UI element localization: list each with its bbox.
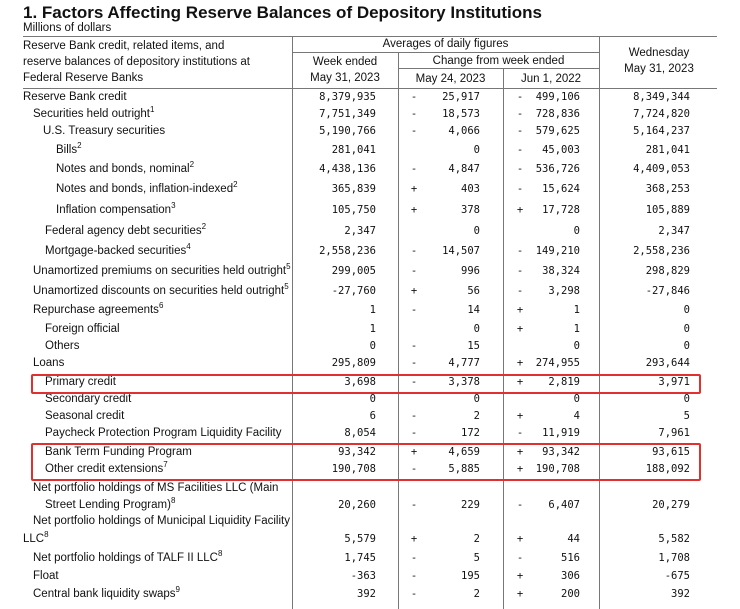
table-row <box>0 284 740 301</box>
wednesday-value: 5,582 <box>658 533 690 545</box>
change-sign-1: - <box>410 499 418 511</box>
wednesday-value: 8,349,344 <box>633 91 690 103</box>
wednesday-value: 2,347 <box>658 225 690 237</box>
change-sign-2: + <box>516 357 524 369</box>
week-ended-value: 5,190,766 <box>319 125 376 137</box>
change-value-2: 1 <box>573 323 580 335</box>
table-title: 1. Factors Affecting Reserve Balances of Depository Institutions <box>23 3 542 22</box>
change-sign-2: + <box>516 463 524 475</box>
change-value-1: 2 <box>473 410 480 422</box>
row-label: Mortgage-backed securities$^4$ <box>45 242 191 257</box>
change-sign-1: - <box>410 357 418 369</box>
change-from-header: Change from week ended <box>432 55 565 67</box>
change-value-1: 172 <box>461 427 480 439</box>
footnote-ref: 8 <box>44 530 49 539</box>
change-sign-1: + <box>410 533 418 545</box>
wednesday-header: Wednesday May 31, 2023 <box>624 47 694 75</box>
table-row <box>0 182 740 199</box>
change-sign-1: + <box>410 204 418 216</box>
wednesday-value: 20,279 <box>652 499 690 511</box>
row-label: Net portfolio holdings of TALF II LLC$^8$ <box>33 549 223 564</box>
change-sign-1: - <box>410 410 418 422</box>
wednesday-value: 5,164,237 <box>633 125 690 137</box>
footnote-ref: 5 <box>286 262 291 271</box>
week-ended-header: Week ended May 31, 2023 <box>310 56 380 84</box>
row-label: Others <box>45 340 80 352</box>
change-value-1: 56 <box>467 285 480 297</box>
week-ended-value: 5,579 <box>344 533 376 545</box>
change-value-1: 2 <box>473 533 480 545</box>
wednesday-value: 368,253 <box>645 183 690 195</box>
change-value-2: 2,819 <box>548 376 580 388</box>
wednesday-value: 0 <box>683 304 690 316</box>
change-sign-2: - <box>516 91 524 103</box>
change-value-2: 4 <box>573 410 580 422</box>
change-sign-1: - <box>410 570 418 582</box>
change-sign-1: - <box>410 91 418 103</box>
wednesday-value: 188,092 <box>645 463 690 475</box>
change-value-2: 0 <box>573 340 580 352</box>
change-sign-2: + <box>516 204 524 216</box>
change-sign-2: + <box>516 304 524 316</box>
change-sign-2: + <box>516 588 524 600</box>
week-ended-value: 8,054 <box>344 427 376 439</box>
change-value-2: 3,298 <box>548 285 580 297</box>
wednesday-value: 1,708 <box>658 552 690 564</box>
change-sign-1: + <box>410 285 418 297</box>
change-sign-2: + <box>516 446 524 458</box>
table-row <box>0 303 740 320</box>
change-value-2: 17,728 <box>542 204 580 216</box>
table-row <box>0 587 740 604</box>
change-value-2: 274,955 <box>535 357 580 369</box>
footnote-ref: 1 <box>149 105 155 114</box>
change-sign-2: - <box>516 144 524 156</box>
week-ended-value: 2,347 <box>344 225 376 237</box>
wednesday-value: 4,409,053 <box>633 163 690 175</box>
change-sign-2: - <box>516 108 524 120</box>
row-label: Notes and bonds, inflation-indexed$^2$ <box>56 180 238 195</box>
wednesday-value: 281,041 <box>645 144 690 156</box>
wednesday-value: 0 <box>683 393 690 405</box>
footnote-ref: 9 <box>175 585 180 594</box>
row-label: Loans <box>33 357 65 369</box>
change-value-1: 14,507 <box>442 245 480 257</box>
wednesday-value: 93,615 <box>652 446 690 458</box>
change-value-1: 996 <box>461 265 480 277</box>
wednesday-value: 298,829 <box>645 265 690 277</box>
table-row <box>0 551 740 568</box>
wednesday-value: 0 <box>683 323 690 335</box>
footnote-ref: 5 <box>284 282 289 291</box>
table-row <box>0 392 740 409</box>
wednesday-value: 7,724,820 <box>633 108 690 120</box>
week-ended-value: 299,005 <box>331 265 376 277</box>
row-label: Bank Term Funding Program <box>45 446 192 458</box>
row-label: Federal agency debt securities$^2$ <box>45 222 207 237</box>
change-value-1: 0 <box>473 323 480 335</box>
row-label: Unamortized premiums on securities held outright$^5$ <box>33 262 291 277</box>
change-value-2: 306 <box>561 570 580 582</box>
row-label: Secondary credit <box>45 393 132 405</box>
row-label: Repurchase agreements$^6$ <box>33 301 164 316</box>
change-sign-1: - <box>410 463 418 475</box>
row-label: Inflation compensation$^3$ <box>56 201 176 216</box>
row-label: Other credit extensions$^7$ <box>45 460 168 475</box>
week-ended-value: 190,708 <box>331 463 376 475</box>
change-col-2-header: Jun 1, 2022 <box>520 73 582 85</box>
change-value-2: 536,726 <box>535 163 580 175</box>
week-ended-value: 281,041 <box>331 144 376 156</box>
change-value-1: 403 <box>461 183 480 195</box>
wednesday-value: -675 <box>664 570 690 582</box>
footnote-ref: 6 <box>158 301 164 310</box>
week-ended-value: 7,751,349 <box>319 108 376 120</box>
week-ended-value: -27,760 <box>331 285 376 297</box>
change-sign-2: + <box>516 410 524 422</box>
wednesday-value: 0 <box>683 340 690 352</box>
week-ended-value: -363 <box>350 570 376 582</box>
change-sign-2: + <box>516 323 524 335</box>
change-value-1: 0 <box>473 393 480 405</box>
change-sign-1: - <box>410 265 418 277</box>
change-value-2: 728,836 <box>535 108 580 120</box>
change-sign-1: - <box>410 163 418 175</box>
stub-header: Reserve Bank credit, related items, and reserve balances of depository institutions at Federal Reserve Banks <box>23 40 250 84</box>
row-label: Foreign official <box>45 323 120 335</box>
wednesday-value: 3,971 <box>658 376 690 388</box>
change-sign-1: - <box>410 552 418 564</box>
change-sign-2: - <box>516 285 524 297</box>
change-value-1: 14 <box>467 304 480 316</box>
change-value-1: 2 <box>473 588 480 600</box>
change-value-1: 0 <box>473 225 480 237</box>
table-row <box>0 426 740 443</box>
footnote-ref: 7 <box>163 460 168 469</box>
week-ended-value: 3,698 <box>344 376 376 388</box>
table-row <box>0 143 740 160</box>
change-sign-1: + <box>410 446 418 458</box>
row-label: Notes and bonds, nominal$^2$ <box>56 160 195 175</box>
change-sign-2: - <box>516 245 524 257</box>
change-value-2: 15,624 <box>542 183 580 195</box>
change-value-2: 93,342 <box>542 446 580 458</box>
week-ended-value: 0 <box>369 393 376 405</box>
change-value-1: 15 <box>467 340 480 352</box>
change-sign-1: - <box>410 427 418 439</box>
change-value-2: 0 <box>573 225 580 237</box>
change-value-2: 190,708 <box>535 463 580 475</box>
change-sign-2: + <box>516 533 524 545</box>
change-value-2: 45,003 <box>542 144 580 156</box>
week-ended-value: 1,745 <box>344 552 376 564</box>
change-value-1: 378 <box>461 204 480 216</box>
footnote-ref: 2 <box>189 160 195 169</box>
row-label: U.S. Treasury securities <box>43 125 166 137</box>
units-note: Millions of dollars <box>23 22 112 34</box>
footnote-ref: 2 <box>233 180 238 189</box>
table-row <box>0 481 740 498</box>
change-value-2: 0 <box>573 393 580 405</box>
change-value-1: 3,378 <box>448 376 480 388</box>
change-value-2: 38,324 <box>542 265 580 277</box>
change-value-2: 516 <box>561 552 580 564</box>
change-value-1: 5 <box>473 552 480 564</box>
table-row <box>0 339 740 356</box>
table-row <box>0 356 740 373</box>
row-label: Primary credit <box>45 376 116 388</box>
highlight-primary-credit <box>31 374 701 394</box>
change-col-1-header: May 24, 2023 <box>415 73 486 85</box>
table-row <box>0 569 740 586</box>
footnote-ref: 2 <box>77 141 82 150</box>
row-label: Unamortized discounts on securities held outright$^5$ <box>33 282 289 297</box>
change-sign-1: - <box>410 245 418 257</box>
row-label: Securities held outright$^1$ <box>33 105 155 120</box>
change-value-1: 0 <box>473 144 480 156</box>
table-row <box>0 203 740 220</box>
change-sign-1: - <box>410 340 418 352</box>
wednesday-value: 7,961 <box>658 427 690 439</box>
week-ended-value: 0 <box>369 340 376 352</box>
week-ended-value: 105,750 <box>331 204 376 216</box>
row-label: Net portfolio holdings of Municipal Liquidity Facility <box>33 515 290 527</box>
week-ended-value: 20,260 <box>338 499 376 511</box>
row-label: Paycheck Protection Program Liquidity Facility <box>45 427 282 439</box>
week-ended-value: 392 <box>357 588 376 600</box>
table-row <box>0 90 740 107</box>
footnote-ref: 4 <box>186 242 191 251</box>
change-value-2: 1 <box>573 304 580 316</box>
change-sign-1: - <box>410 125 418 137</box>
change-value-2: 149,210 <box>535 245 580 257</box>
table-row <box>0 162 740 179</box>
change-value-2: 499,106 <box>535 91 580 103</box>
change-sign-1: - <box>410 376 418 388</box>
change-sign-1: - <box>410 108 418 120</box>
change-value-1: 4,659 <box>448 446 480 458</box>
wednesday-value: 392 <box>671 588 690 600</box>
header-bottom-rule <box>23 88 717 89</box>
change-value-1: 5,885 <box>448 463 480 475</box>
change-value-2: 6,407 <box>548 499 580 511</box>
week-ended-value: 2,558,236 <box>319 245 376 257</box>
change-value-2: 200 <box>561 588 580 600</box>
week-ended-value: 8,379,935 <box>319 91 376 103</box>
row-label: Net portfolio holdings of MS Facilities LLC (Main <box>33 482 279 494</box>
table-row <box>0 409 740 426</box>
wednesday-value: -27,846 <box>645 285 690 297</box>
table-row <box>0 264 740 281</box>
table-row <box>0 532 740 549</box>
change-sign-2: - <box>516 183 524 195</box>
change-sign-2: - <box>516 125 524 137</box>
footnote-ref: 2 <box>201 222 207 231</box>
wednesday-value: 5 <box>683 410 690 422</box>
change-sign-2: - <box>516 163 524 175</box>
change-sign-1: - <box>410 588 418 600</box>
week-ended-value: 1 <box>369 323 376 335</box>
row-label: Reserve Bank credit <box>23 91 127 103</box>
row-label: Bills$^2$ <box>56 141 82 156</box>
week-ended-value: 4,438,136 <box>319 163 376 175</box>
change-sign-2: + <box>516 376 524 388</box>
change-value-2: 579,625 <box>535 125 580 137</box>
change-sign-2: - <box>516 499 524 511</box>
week-ended-value: 295,809 <box>331 357 376 369</box>
table-row <box>0 322 740 339</box>
table-row <box>0 244 740 261</box>
table-row <box>0 498 740 515</box>
week-ended-value: 365,839 <box>331 183 376 195</box>
row-label: Float <box>33 570 59 582</box>
change-sign-2: - <box>516 552 524 564</box>
row-label: Seasonal credit <box>45 410 125 422</box>
change-value-2: 44 <box>567 533 580 545</box>
table-row <box>0 124 740 141</box>
table-row <box>0 107 740 124</box>
footnote-ref: 3 <box>171 201 176 210</box>
change-value-1: 4,777 <box>448 357 480 369</box>
highlight-btfp-other-credit <box>31 443 701 481</box>
table-row <box>0 224 740 241</box>
row-label: LLC$^8$ <box>23 530 49 545</box>
change-value-1: 195 <box>461 570 480 582</box>
week-ended-value: 93,342 <box>338 446 376 458</box>
averages-header: Averages of daily figures <box>382 38 509 50</box>
change-value-1: 229 <box>461 499 480 511</box>
row-label: Street Lending Program)$^8$ <box>45 496 176 511</box>
change-value-1: 18,573 <box>442 108 480 120</box>
change-sign-2: + <box>516 570 524 582</box>
change-value-1: 4,847 <box>448 163 480 175</box>
week-ended-value: 6 <box>369 410 376 422</box>
change-value-1: 25,917 <box>442 91 480 103</box>
change-sign-1: + <box>410 183 418 195</box>
footnote-ref: 8 <box>217 549 223 558</box>
change-value-1: 4,066 <box>448 125 480 137</box>
week-ended-value: 1 <box>369 304 376 316</box>
change-sign-1: - <box>410 304 418 316</box>
wednesday-value: 293,644 <box>645 357 690 369</box>
table-row <box>0 514 740 531</box>
wednesday-value: 105,889 <box>645 204 690 216</box>
row-label: Central bank liquidity swaps$^9$ <box>33 585 180 600</box>
change-sign-2: - <box>516 427 524 439</box>
change-sign-2: - <box>516 265 524 277</box>
footnote-ref: 8 <box>170 496 176 505</box>
wednesday-value: 2,558,236 <box>633 245 690 257</box>
change-value-2: 11,919 <box>542 427 580 439</box>
